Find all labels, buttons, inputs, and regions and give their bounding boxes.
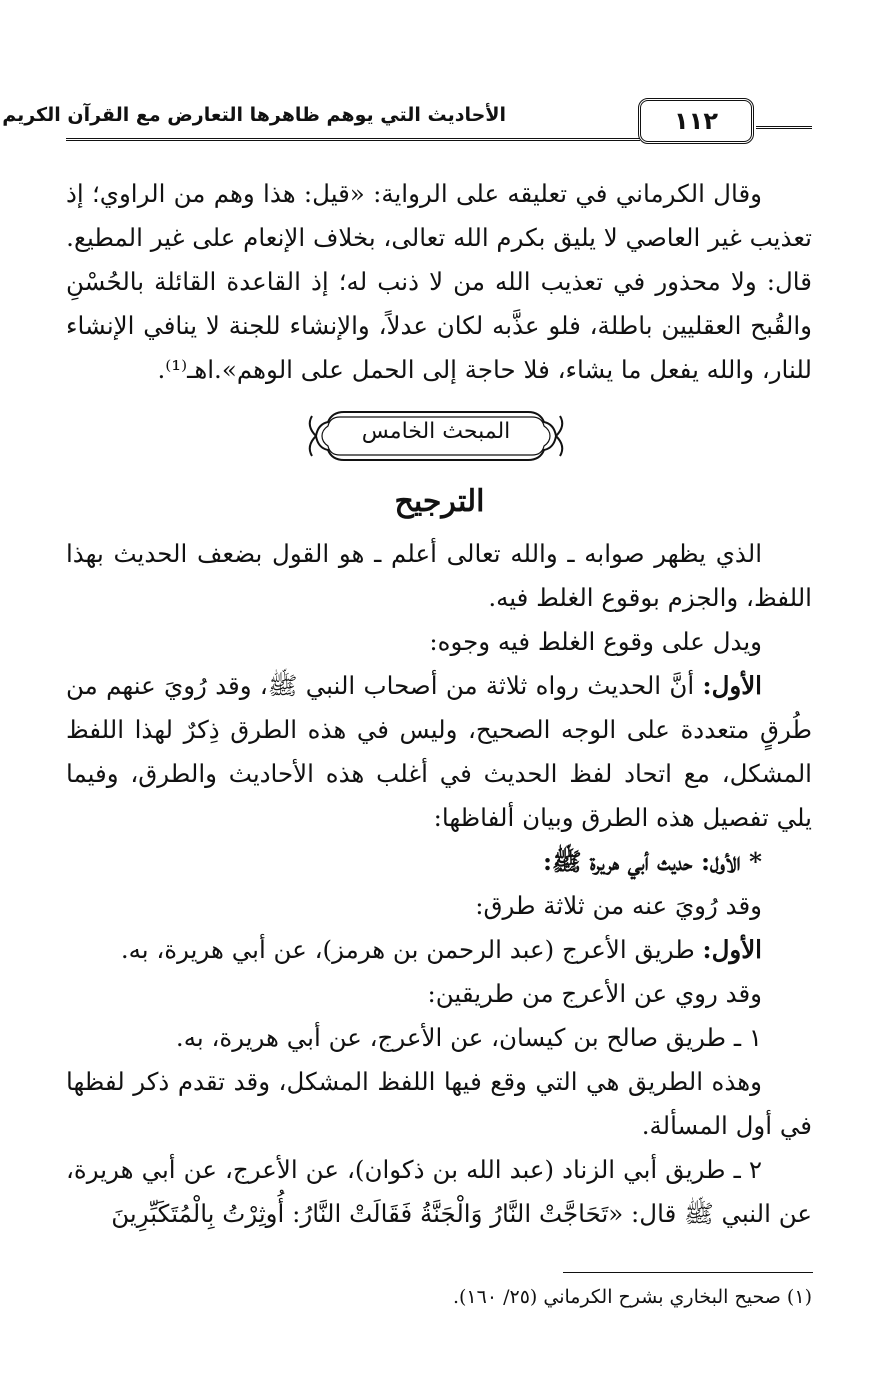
paragraph-text: أنَّ الحديث رواه ثلاثة من أصحاب النبي ﷺ، وقد رُويَ عنهم من طُرقٍ متعددة على الوجه الصحيح، وليس في هذه الطرق ذِكرٌ لهذا اللفظ المشكل، مع اتحاد لفظ الحديث في أغلب هذه الأحاديث والطرق، وفيما يلي تفصيل هذه الطرق وبيان ألفاظها: [66, 671, 812, 832]
section-heading: الترجيح [394, 484, 485, 519]
paragraph-text: وقد روي عن الأعرج من طريقين: [427, 979, 762, 1008]
paragraph [66, 1016, 812, 1060]
section-frame [304, 404, 568, 468]
page-header [2, 98, 812, 154]
paragraph-text: ٢ ـ طريق أبي الزناد (عبد الله بن ذكوان)، عن الأعرج، عن أبي هريرة، عن النبي ﷺ قال: «تَحَاجَّتْ النَّارُ وَالْجَنَّةُ فَقَالَتْ النَّارُ: أُوثِرْتُ بِالْمُتَكَبِّرِينَ [66, 1155, 812, 1228]
paragraph: قال: ولا محذور في تعذيب الله من لا ذنب له؛ إذ القاعدة القائلة بالحُسْنِ والقُبح العقليين باطلة، فلو عذَّبه لكان عدلاً، والإنشاء للجنة لا ينافي الإنشاء للنار، والله يفعل ما يشاء، فلا حاجة إلى الحمل على الوهم».اهـ⁽¹⁾. [66, 267, 812, 384]
page-number: ١١٢ [674, 107, 718, 135]
paragraph-text: ويدل على وقوع الغلط فيه وجوه: [429, 627, 762, 656]
paragraph [66, 972, 812, 1016]
paragraph [66, 840, 812, 884]
section-label: المبحث الخامس [361, 419, 511, 444]
header-rule [66, 138, 640, 141]
paragraph-lead: الأول: [702, 671, 762, 700]
paragraph-text: الذي يظهر صوابه ـ والله تعالى أعلم ـ هو القول بضعف الحديث بهذا اللفظ، والجزم بوقوع الغلط فيه. [66, 539, 812, 612]
paragraph [66, 884, 812, 928]
paragraph-text: ١ ـ طريق صالح بن كيسان، عن الأعرج، عن أبي هريرة، به. [175, 1023, 762, 1052]
main-text [66, 532, 812, 1236]
footnote-rule [563, 1272, 813, 1273]
paragraph-text: وهذه الطريق هي التي وقع فيها اللفظ المشكل، وقد تقدم ذكر لفظها في أول المسألة. [66, 1067, 812, 1140]
paragraph-text: وقد رُويَ عنه من ثلاثة طرق: [475, 891, 762, 920]
paragraph [66, 1148, 812, 1236]
paragraph-lead: الأول: [702, 935, 762, 964]
paragraph [66, 664, 812, 840]
paragraph-lead: * الأول: حديث أبي هريرة ﷺ: [542, 847, 762, 876]
footnote: (١) صحيح البخاري بشرح الكرماني (٢٥/ ١٦٠). [452, 1286, 812, 1308]
paragraph: وقال الكرماني في تعليقه على الرواية: «قيل: هذا وهم من الراوي؛ إذ تعذيب غير العاصي لا يليق بكرم الله تعالى، بخلاف الإنعام على غير المطيع. [66, 179, 812, 252]
paragraph [66, 928, 812, 972]
header-rule-right [756, 126, 812, 129]
page-number-frame [638, 98, 754, 144]
running-title: الأحاديث التي يوهم ظاهرها التعارض مع القرآن الكريم [2, 104, 506, 126]
paragraph-text: طريق الأعرج (عبد الرحمن بن هرمز)، عن أبي هريرة، به. [120, 935, 703, 964]
intro-text [66, 172, 812, 392]
paragraph [66, 1060, 812, 1148]
paragraph [66, 620, 812, 664]
paragraph [66, 532, 812, 620]
